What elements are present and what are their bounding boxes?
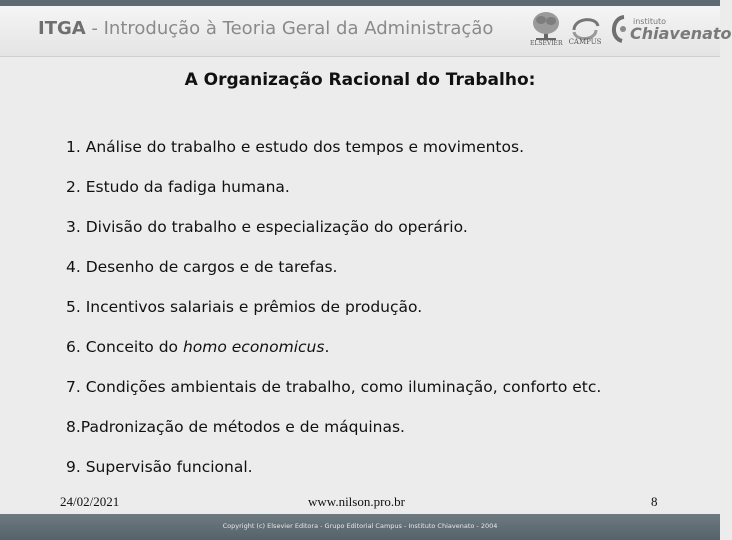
list-item: 7. Condições ambientais de trabalho, como iluminação, conforto etc. — [66, 378, 602, 396]
course-title — [38, 18, 493, 39]
course-name: - Introdução à Teoria Geral da Administração — [85, 18, 494, 39]
list-item: 1. Análise do trabalho e estudo dos tempos e movimentos. — [66, 138, 524, 156]
campus-logo-text: CAMPUS — [568, 38, 602, 46]
list-item: 9. Supervisão funcional. — [66, 458, 253, 476]
chiavenato-logo-subtext: instituto — [633, 17, 667, 26]
list-item — [66, 335, 706, 375]
page-number: 8 — [651, 494, 658, 509]
slide-header — [0, 0, 732, 57]
list-item: 8.Padronização de métodos e de máquinas. — [66, 418, 405, 436]
list-item: 5. Incentivos salariais e prêmios de produção. — [66, 298, 423, 316]
chiavenato-logo-icon — [608, 14, 630, 44]
footer-date: 24/02/2021 — [60, 494, 120, 509]
copyright-bar — [0, 514, 720, 540]
header-accent-bar — [0, 0, 720, 6]
list-item: 2. Estudo da fadiga humana. — [66, 178, 290, 196]
topic-list — [66, 135, 706, 495]
list-item: 4. Desenho de cargos e de tarefas. — [66, 258, 338, 276]
chiavenato-logo-text: Chiavenato — [630, 24, 732, 43]
slide-title: A Organização Racional do Trabalho: — [184, 70, 536, 90]
slide-footer — [0, 494, 720, 514]
footer-url: www.nilson.pro.br — [308, 494, 406, 509]
course-code: ITGA — [38, 18, 86, 39]
list-item: 3. Divisão do trabalho e especialização do operário. — [66, 218, 468, 236]
list-item-emphasis: homo economicus — [182, 338, 325, 356]
copyright-text: Copyright (c) Elsevier Editora - Grupo Editorial Campus - Instituto Chiavenato - 2004 — [222, 522, 498, 530]
elsevier-logo-text: ELSEVIER — [530, 40, 563, 47]
publisher-logos — [530, 10, 732, 50]
list-item-prefix: 6. Conceito do — [66, 338, 183, 356]
list-item-suffix: . — [324, 338, 330, 356]
